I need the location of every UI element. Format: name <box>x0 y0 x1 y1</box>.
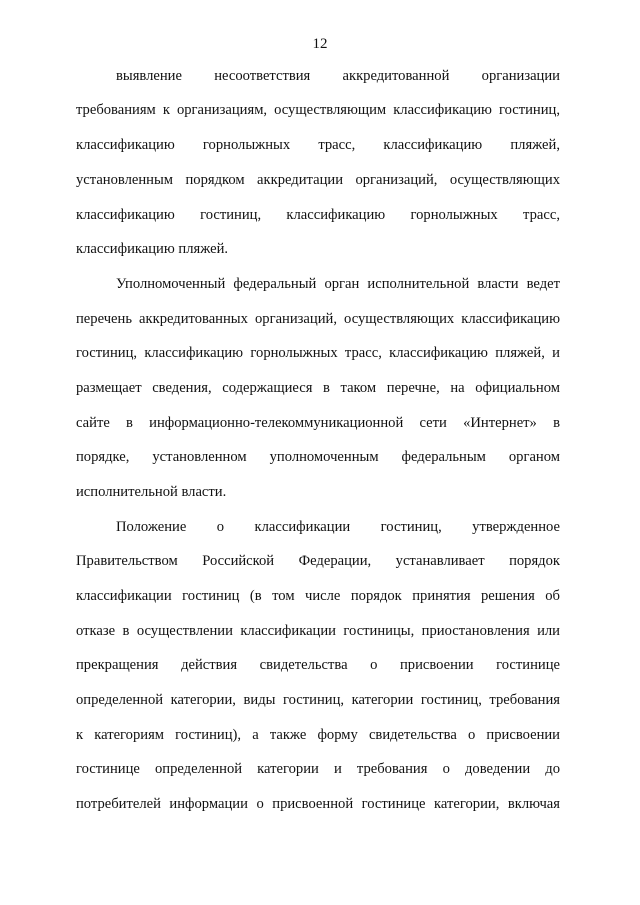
text-line: требованиям к организациям, осуществляющим классификацию гостиниц, <box>76 102 560 118</box>
text-line: гостинице определенной категории и требования о доведении до <box>76 761 560 777</box>
text-line: гостиниц, классификацию горнолыжных трасс, классификацию пляжей, и <box>76 345 560 361</box>
page-number: 12 <box>312 36 328 52</box>
text-line: порядке, установленном уполномоченным федеральным органом <box>76 449 560 465</box>
text-line: классификацию гостиниц, классификацию горнолыжных трасс, <box>76 207 560 223</box>
text-line: выявление несоответствия аккредитованной организации <box>116 68 560 84</box>
text-line: размещает сведения, содержащиеся в таком перечне, на официальном <box>76 380 560 396</box>
text-line: к категориям гостиниц), а также форму свидетельства о присвоении <box>76 727 560 743</box>
text-line: Правительством Российской Федерации, устанавливает порядок <box>76 553 560 569</box>
text-line: сайте в информационно-телекоммуникационной сети «Интернет» в <box>76 415 560 431</box>
text-line: определенной категории, виды гостиниц, категории гостиниц, требования <box>76 692 560 708</box>
text-line: прекращения действия свидетельства о присвоении гостинице <box>76 657 560 673</box>
text-line: классификации гостиниц (в том числе порядок принятия решения об <box>76 588 560 604</box>
text-line: Уполномоченный федеральный орган исполнительной власти ведет <box>116 276 560 292</box>
text-line: потребителей информации о присвоенной гостинице категории, включая <box>76 796 560 812</box>
text-line: исполнительной власти. <box>76 484 227 500</box>
text-line: классификацию пляжей. <box>76 241 229 257</box>
text-line: Положение о классификации гостиниц, утвержденное <box>116 519 560 535</box>
text-line: установленным порядком аккредитации организаций, осуществляющих <box>76 172 560 188</box>
text-line: отказе в осуществлении классификации гостиницы, приостановления или <box>76 623 560 639</box>
text-line: классификацию горнолыжных трасс, классификацию пляжей, <box>76 137 560 153</box>
text-line: перечень аккредитованных организаций, осуществляющих классификацию <box>76 311 560 327</box>
